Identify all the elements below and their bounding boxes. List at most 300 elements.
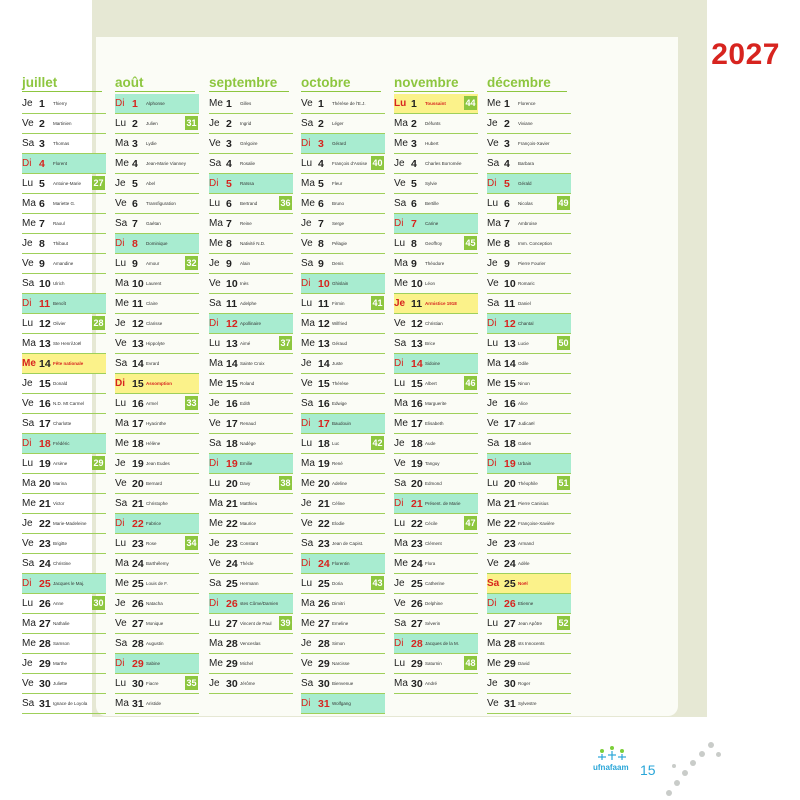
day-number: 16: [226, 397, 238, 410]
saint-name: Ste Henri/Joël: [53, 341, 82, 346]
day-row: [115, 434, 199, 454]
weekday-abbr: Lu: [487, 618, 499, 629]
day-row: [209, 194, 293, 214]
weekday-abbr: Me: [301, 198, 315, 209]
day-row: [115, 654, 199, 674]
day-row: [115, 174, 199, 194]
day-row: [394, 154, 478, 174]
day-row: [209, 494, 293, 514]
weekday-abbr: Me: [115, 438, 129, 449]
day-row: [394, 134, 478, 154]
weekday-abbr: Sa: [487, 578, 500, 589]
day-number: 25: [318, 577, 330, 590]
weekday-abbr: Sa: [394, 338, 407, 349]
weekday-abbr: Je: [487, 398, 498, 409]
weekday-abbr: Di: [115, 518, 125, 529]
day-row: [487, 594, 571, 614]
saint-name: Hyacinthe: [146, 421, 167, 426]
saint-name: Présent. de Marie: [425, 501, 461, 506]
day-row: [394, 334, 478, 354]
day-number: 7: [132, 217, 138, 230]
weekday-abbr: Sa: [22, 558, 35, 569]
day-number: 6: [39, 197, 45, 210]
weekday-abbr: Je: [487, 258, 498, 269]
saint-name: Bienvenue: [332, 681, 354, 686]
day-number: 15: [411, 377, 423, 390]
saint-name: Bruno: [332, 201, 345, 206]
weekday-abbr: Me: [394, 138, 408, 149]
weekday-abbr: Di: [22, 438, 32, 449]
day-row: [209, 354, 293, 374]
day-number: 11: [411, 297, 423, 310]
day-number: 4: [318, 157, 324, 170]
saint-name: Grégoire: [240, 141, 258, 146]
saint-name: Hubert: [425, 141, 439, 146]
weekday-abbr: Sa: [301, 258, 314, 269]
day-number: 10: [504, 277, 516, 290]
day-row: [115, 534, 199, 554]
day-row: [22, 434, 106, 454]
day-row: [301, 334, 385, 354]
day-row: [487, 534, 571, 554]
weekday-abbr: Di: [301, 418, 311, 429]
day-row: [394, 454, 478, 474]
saint-name: Wolfgang: [332, 701, 351, 706]
day-row: [22, 154, 106, 174]
saint-name: André: [425, 681, 438, 686]
saint-name: Frédéric: [53, 441, 70, 446]
saint-name: Gatien: [518, 441, 532, 446]
saint-name: Carine: [425, 221, 439, 226]
day-number: 4: [132, 157, 138, 170]
day-row: [301, 154, 385, 174]
saint-name: Nicolas: [518, 201, 533, 206]
saint-name: Emilie: [240, 461, 253, 466]
saint-name: Samson: [53, 641, 70, 646]
day-row: [487, 654, 571, 674]
saint-name: Gérard: [332, 141, 347, 146]
saint-name: Evrard: [146, 361, 160, 366]
day-row: [22, 214, 106, 234]
weekday-abbr: Di: [22, 298, 32, 309]
weekday-abbr: Sa: [487, 298, 500, 309]
day-number: 8: [226, 237, 232, 250]
day-number: 14: [39, 357, 51, 370]
day-row: [209, 234, 293, 254]
weekday-abbr: Ve: [22, 118, 34, 129]
saint-name: Léger: [332, 121, 344, 126]
weekday-abbr: Sa: [22, 138, 35, 149]
month-column: [209, 76, 293, 694]
weekday-abbr: Lu: [394, 98, 407, 109]
weekday-abbr: Di: [301, 138, 311, 149]
day-number: 23: [39, 537, 51, 550]
weekday-abbr: Je: [22, 98, 33, 109]
saint-name: Christian: [425, 321, 443, 326]
day-row: [22, 134, 106, 154]
day-number: 15: [504, 377, 516, 390]
day-number: 7: [226, 217, 232, 230]
day-number: 14: [132, 357, 144, 370]
month-name: décembre: [487, 75, 551, 90]
saint-name: Défunts: [425, 121, 441, 126]
week-number-badge: 50: [558, 338, 569, 348]
weekday-abbr: Me: [209, 378, 223, 389]
saint-name: Théophile: [518, 481, 538, 486]
saint-name: Nathalie: [53, 621, 70, 626]
saint-name: Etienne: [518, 601, 534, 606]
day-row: [22, 554, 106, 574]
saint-name: Thibaut: [53, 241, 69, 246]
saint-name: Françoise-Xavière: [518, 521, 555, 526]
saint-name: Martinien: [53, 121, 72, 126]
day-number: 8: [411, 237, 417, 250]
weekday-abbr: Lu: [209, 338, 221, 349]
day-row: [301, 194, 385, 214]
weekday-abbr: Di: [209, 178, 219, 189]
day-number: 18: [318, 437, 330, 450]
weekday-abbr: Me: [22, 358, 36, 369]
day-number: 7: [39, 217, 45, 230]
day-row: [487, 394, 571, 414]
weekday-abbr: Ve: [394, 598, 406, 609]
week-number-badge: 40: [372, 158, 383, 168]
week-number-badge: 39: [280, 618, 291, 628]
saint-name: Edith: [240, 401, 251, 406]
saint-name: Pierre Canisius: [518, 501, 549, 506]
week-number-badge: 33: [186, 398, 197, 408]
saint-name: Ghislain: [332, 281, 349, 286]
saint-name: Elodie: [332, 521, 345, 526]
day-row: [209, 454, 293, 474]
day-row: [301, 614, 385, 634]
day-number: 12: [132, 317, 144, 330]
day-number: 10: [226, 277, 238, 290]
weekday-abbr: Lu: [487, 478, 499, 489]
weekday-abbr: Me: [487, 518, 501, 529]
day-number: 28: [226, 637, 238, 650]
day-row: [301, 434, 385, 454]
day-row: [209, 314, 293, 334]
saint-name: Céline: [332, 501, 345, 506]
saint-name: Sabine: [146, 661, 161, 666]
day-number: 23: [132, 537, 144, 550]
saint-name: Amour: [146, 261, 160, 266]
month-name: septembre: [209, 75, 278, 90]
weekday-abbr: Lu: [209, 198, 221, 209]
day-number: 17: [504, 417, 516, 430]
saint-name: Clément: [425, 541, 442, 546]
day-row: [209, 154, 293, 174]
weekday-abbr: Me: [209, 658, 223, 669]
day-row: [115, 234, 199, 254]
day-row: [487, 514, 571, 534]
day-number: 16: [318, 397, 330, 410]
weekday-abbr: Me: [209, 98, 223, 109]
saint-name: Roland: [240, 381, 255, 386]
day-row: [22, 314, 106, 334]
weekday-abbr: Sa: [209, 578, 222, 589]
day-number: 1: [39, 97, 45, 110]
weekday-abbr: Je: [301, 218, 312, 229]
weekday-abbr: Ma: [209, 358, 223, 369]
day-number: 28: [504, 637, 516, 650]
day-row: [487, 634, 571, 654]
saint-name: Fête nationale: [53, 361, 84, 366]
day-row: [394, 494, 478, 514]
weekday-abbr: Ma: [487, 638, 501, 649]
day-row: [487, 694, 571, 714]
day-row: [301, 674, 385, 694]
saint-name: Jean de Capist.: [332, 541, 364, 546]
weekday-abbr: Sa: [487, 438, 500, 449]
saint-name: Raïssa: [240, 181, 255, 186]
day-row: [394, 434, 478, 454]
day-row: [487, 234, 571, 254]
saint-name: François d'Assise: [332, 161, 368, 166]
saint-name: Rosalie: [240, 161, 256, 166]
day-number: 25: [504, 577, 516, 590]
saint-name: Armistice 1918: [425, 301, 457, 306]
saint-name: Judicaël: [518, 421, 535, 426]
day-number: 19: [504, 457, 516, 470]
saint-name: Fiacre: [146, 681, 159, 686]
saint-name: Natacha: [146, 601, 163, 606]
week-number-badge: 52: [558, 618, 569, 628]
weekday-abbr: Me: [22, 218, 36, 229]
day-number: 5: [132, 177, 138, 190]
saint-name: Donald: [53, 381, 68, 386]
saint-name: Dominique: [146, 241, 168, 246]
day-row: [209, 214, 293, 234]
saint-name: Sylvie: [425, 181, 438, 186]
day-row: [487, 674, 571, 694]
day-number: 30: [411, 677, 423, 690]
saint-name: Davy: [240, 481, 251, 486]
day-number: 17: [318, 417, 330, 430]
day-row: [301, 594, 385, 614]
day-number: 11: [39, 297, 51, 310]
weekday-abbr: Me: [209, 518, 223, 529]
day-row: [22, 334, 106, 354]
day-row: [301, 234, 385, 254]
day-number: 22: [504, 517, 516, 530]
day-row: [394, 514, 478, 534]
day-number: 9: [504, 257, 510, 270]
day-number: 20: [504, 477, 516, 490]
day-row: [209, 294, 293, 314]
month-column: [22, 76, 106, 714]
weekday-abbr: Di: [394, 358, 404, 369]
day-row: [209, 254, 293, 274]
day-number: 22: [226, 517, 238, 530]
saint-name: Lucie: [518, 341, 529, 346]
weekday-abbr: Lu: [487, 338, 499, 349]
day-number: 30: [504, 677, 516, 690]
day-number: 16: [39, 397, 51, 410]
saint-name: Arsène: [53, 461, 68, 466]
weekday-abbr: Sa: [394, 478, 407, 489]
day-number: 3: [318, 137, 324, 150]
day-number: 27: [411, 617, 423, 630]
saint-name: François-Xavier: [518, 141, 550, 146]
day-number: 29: [318, 657, 330, 670]
day-number: 13: [504, 337, 516, 350]
weekday-abbr: Di: [487, 178, 497, 189]
day-row: [394, 554, 478, 574]
day-row: [301, 314, 385, 334]
saint-name: Barbara: [518, 161, 535, 166]
day-number: 13: [411, 337, 423, 350]
day-number: 2: [318, 117, 324, 130]
saint-name: Louis de F.: [146, 581, 168, 586]
day-row: [22, 174, 106, 194]
day-row: [209, 94, 293, 114]
weekday-abbr: Ve: [394, 318, 406, 329]
weekday-abbr: Ma: [115, 418, 129, 429]
weekday-abbr: Di: [209, 458, 219, 469]
month-column: [115, 76, 199, 714]
day-row: [115, 634, 199, 654]
weekday-abbr: Je: [394, 578, 405, 589]
saint-name: Dimitri: [332, 601, 345, 606]
weekday-abbr: Sa: [115, 358, 128, 369]
weekday-abbr: Ma: [394, 678, 408, 689]
weekday-abbr: Di: [487, 318, 497, 329]
day-row: [301, 174, 385, 194]
saint-name: Pélagie: [332, 241, 348, 246]
weekday-abbr: Ma: [209, 638, 223, 649]
week-number-badge: 42: [372, 438, 383, 448]
weekday-abbr: Me: [301, 338, 315, 349]
day-row: [115, 454, 199, 474]
weekday-abbr: Di: [115, 658, 125, 669]
day-row: [115, 514, 199, 534]
saint-name: Monique: [146, 621, 164, 626]
weekday-abbr: Ma: [22, 338, 36, 349]
day-number: 8: [318, 237, 324, 250]
day-number: 6: [504, 197, 510, 210]
weekday-abbr: Lu: [22, 178, 34, 189]
saint-name: Fleur: [332, 181, 343, 186]
day-number: 28: [411, 637, 423, 650]
weekday-abbr: Lu: [301, 578, 313, 589]
day-row: [301, 214, 385, 234]
saint-name: René: [332, 461, 343, 466]
saint-name: Roger: [518, 681, 531, 686]
weekday-abbr: Ve: [22, 538, 34, 549]
saint-name: Nativité N.D.: [240, 241, 266, 246]
day-row: [115, 274, 199, 294]
saint-name: Sidoine: [425, 361, 441, 366]
weekday-abbr: Sa: [22, 418, 35, 429]
month-name: juillet: [22, 75, 58, 90]
day-row: [487, 174, 571, 194]
day-row: [394, 634, 478, 654]
day-row: [115, 94, 199, 114]
day-number: 1: [132, 97, 138, 110]
day-number: 2: [504, 117, 510, 130]
saint-name: Gaétan: [146, 221, 161, 226]
saint-name: Aristide: [146, 701, 162, 706]
week-number-badge: 43: [372, 578, 383, 588]
weekday-abbr: Je: [394, 298, 406, 309]
weekday-abbr: Me: [487, 378, 501, 389]
weekday-abbr: Ma: [394, 118, 408, 129]
weekday-abbr: Ve: [209, 558, 221, 569]
day-row: [301, 534, 385, 554]
day-number: 3: [39, 137, 45, 150]
day-number: 19: [318, 457, 330, 470]
day-number: 24: [411, 557, 423, 570]
saint-name: Lydie: [146, 141, 157, 146]
saint-name: Ninon: [518, 381, 530, 386]
weekday-abbr: Lu: [487, 198, 499, 209]
day-row: [487, 274, 571, 294]
saint-name: Raoul: [53, 221, 65, 226]
day-number: 9: [39, 257, 45, 270]
day-row: [209, 654, 293, 674]
day-number: 3: [132, 137, 138, 150]
week-number-badge: 46: [465, 378, 476, 388]
day-number: 4: [39, 157, 45, 170]
saint-name: Gilles: [240, 101, 252, 106]
day-row: [394, 214, 478, 234]
day-number: 31: [132, 697, 144, 710]
saint-name: Juste: [332, 361, 343, 366]
day-number: 25: [132, 577, 144, 590]
saint-name: Narcisse: [332, 661, 350, 666]
day-row: [394, 414, 478, 434]
saint-name: Bertille: [425, 201, 439, 206]
weekday-abbr: Je: [209, 538, 220, 549]
day-number: 5: [504, 177, 510, 190]
ufnafaam-logo: [592, 745, 638, 775]
saint-name: Sylvestre: [518, 701, 537, 706]
day-number: 30: [132, 677, 144, 690]
day-row: [22, 514, 106, 534]
day-row: [209, 394, 293, 414]
day-row: [115, 114, 199, 134]
day-number: 6: [132, 197, 138, 210]
day-row: [115, 574, 199, 594]
day-number: 21: [39, 497, 51, 510]
weekday-abbr: Ma: [115, 698, 129, 709]
day-number: 20: [411, 477, 423, 490]
saint-name: Florence: [518, 101, 536, 106]
day-row: [394, 94, 478, 114]
week-number-badge: 49: [558, 198, 569, 208]
weekday-abbr: Ma: [394, 258, 408, 269]
day-number: 27: [226, 617, 238, 630]
day-number: 8: [39, 237, 45, 250]
day-number: 28: [39, 637, 51, 650]
week-number-badge: 27: [93, 178, 104, 188]
weekday-abbr: Di: [394, 218, 404, 229]
day-number: 5: [318, 177, 324, 190]
day-row: [115, 474, 199, 494]
weekday-abbr: Je: [394, 438, 405, 449]
weekday-abbr: Ve: [487, 698, 499, 709]
saint-name: Tanguy: [425, 461, 440, 466]
weekday-abbr: Lu: [22, 598, 34, 609]
weekday-abbr: Sa: [115, 498, 128, 509]
day-row: [22, 694, 106, 714]
saint-name: Ulrich: [53, 281, 65, 286]
weekday-abbr: Me: [115, 298, 129, 309]
saint-name: Denis: [332, 261, 344, 266]
weekday-abbr: Lu: [115, 678, 127, 689]
